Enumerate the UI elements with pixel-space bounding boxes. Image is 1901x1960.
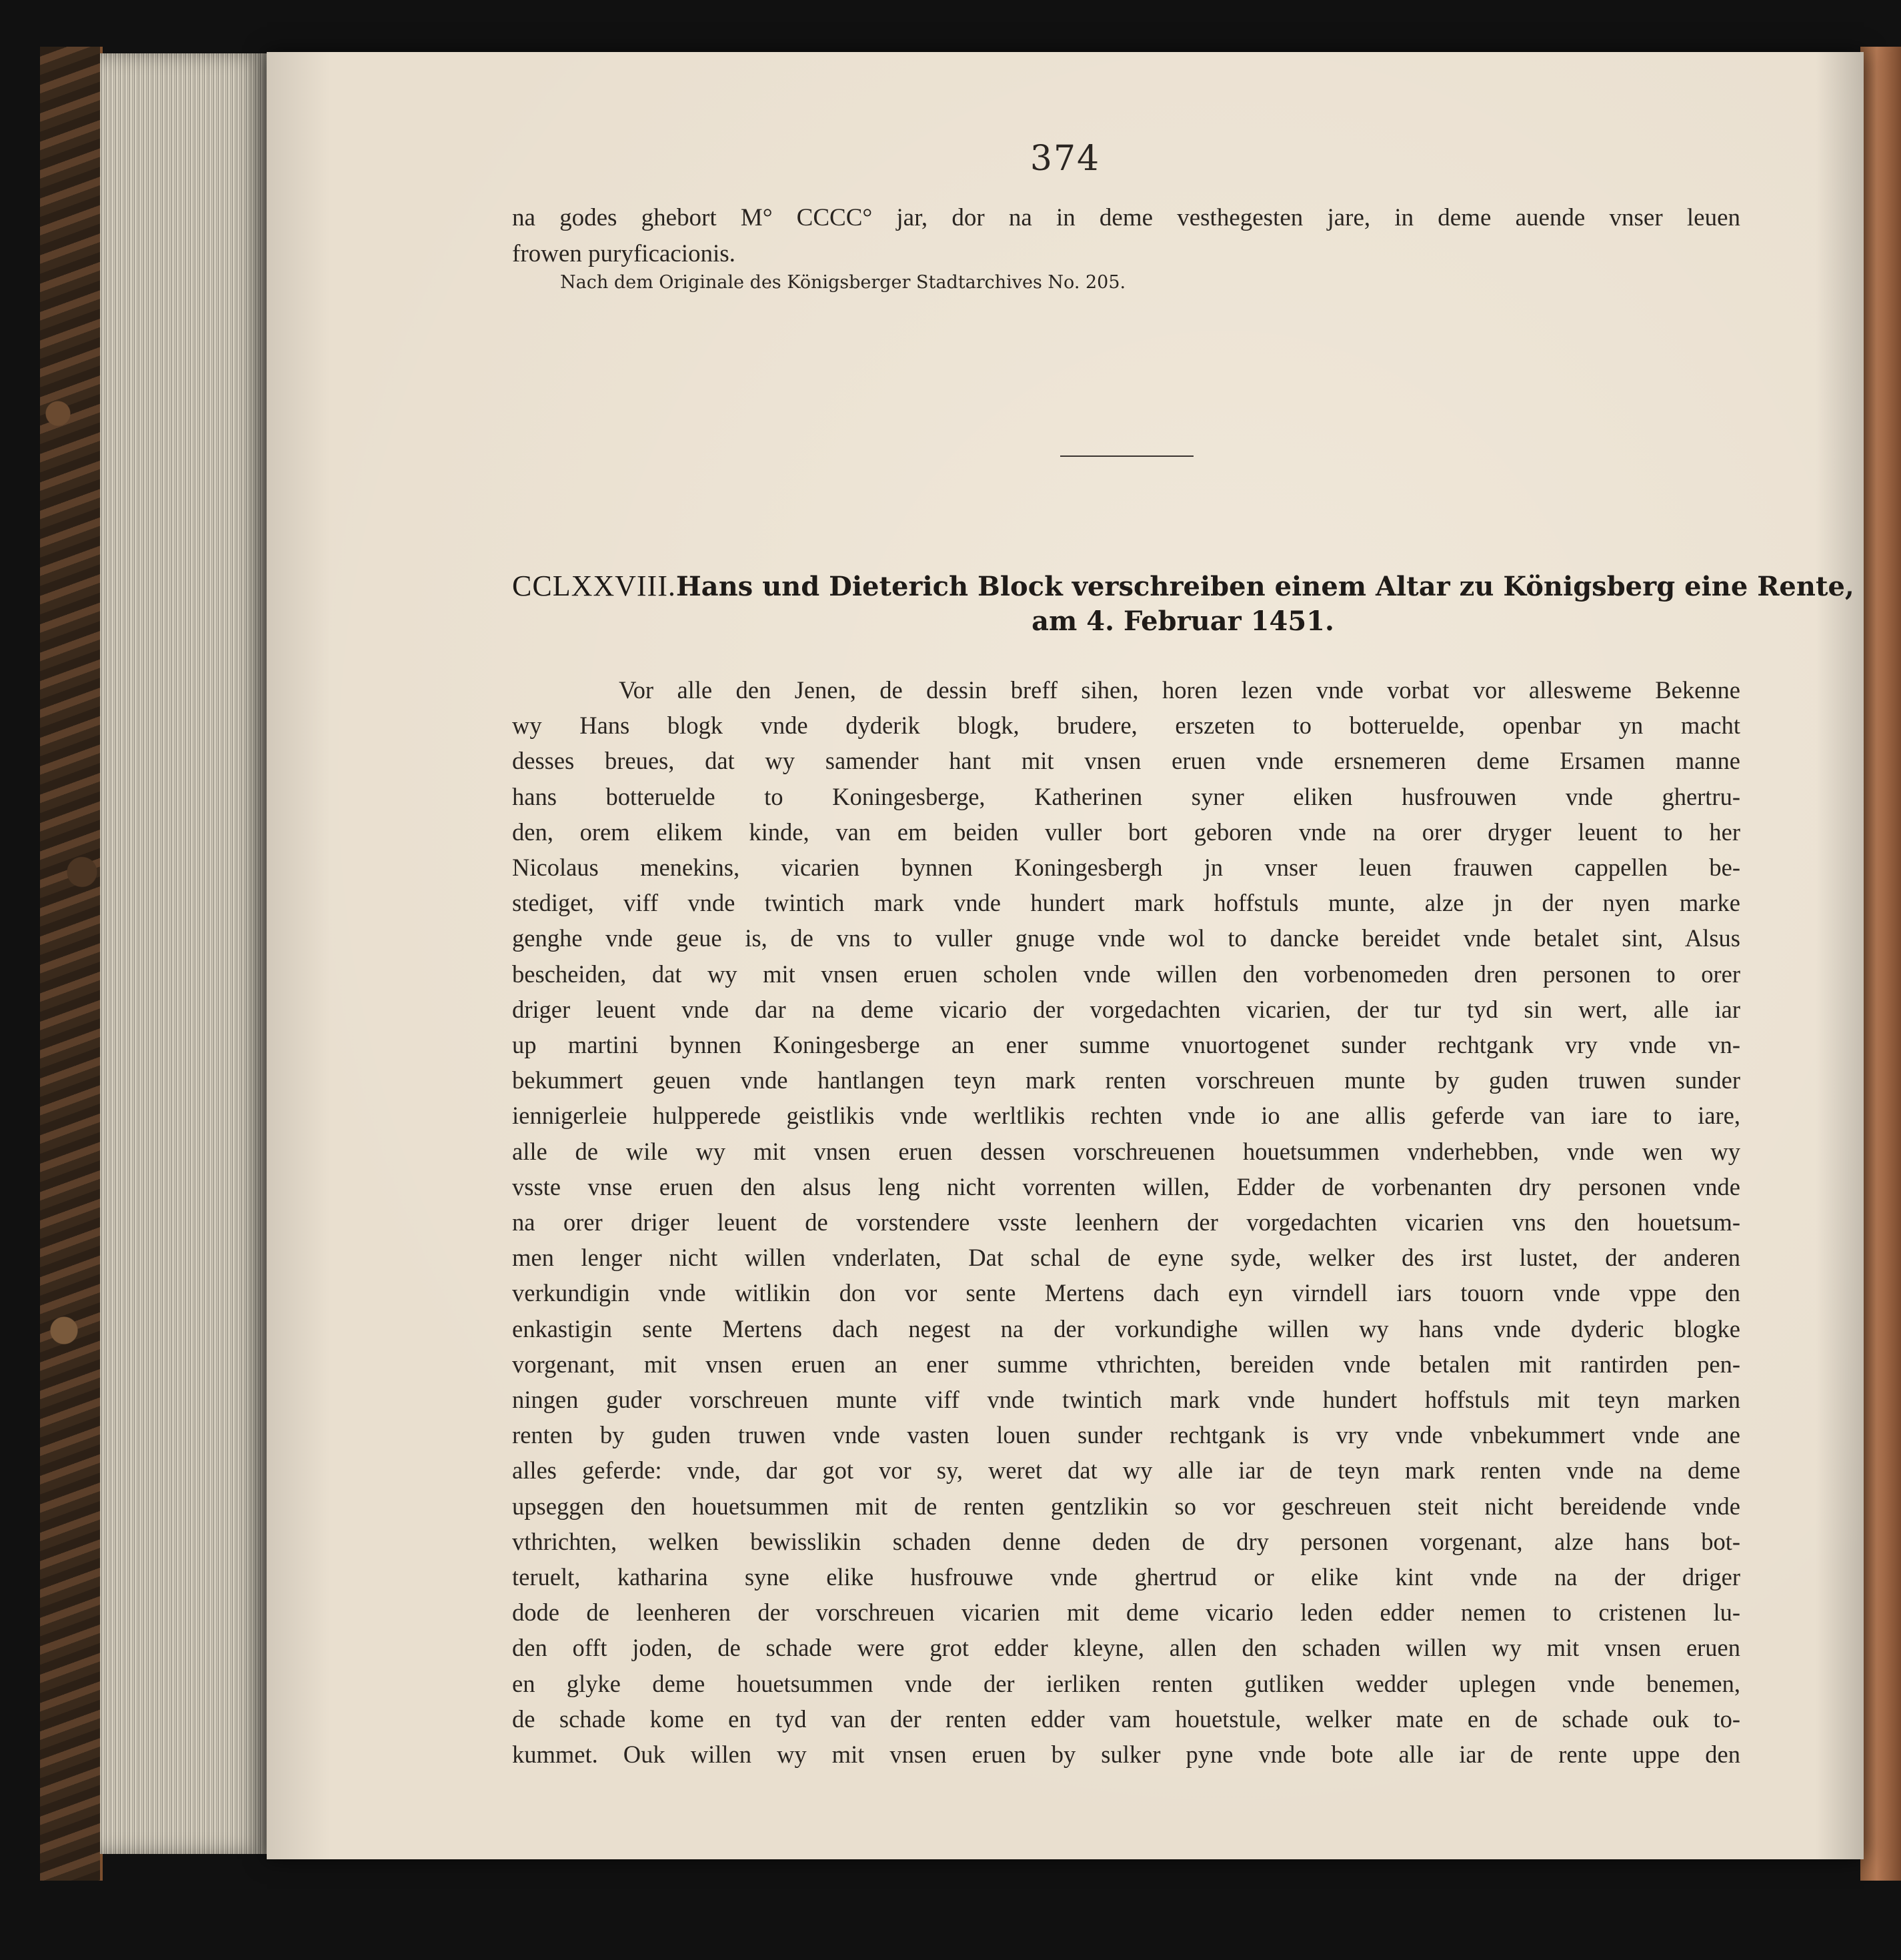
body-line: vthrichten, welken bewisslikin schaden denne deden de dry personen vorgenant, alze hans bot-	[512, 1527, 1740, 1555]
document-number: CCLXXVIII.	[512, 570, 676, 602]
section-divider	[1060, 455, 1194, 457]
body-line: stediget, viff vnde twintich mark vnde hundert mark hoffstuls munte, alze jn der nyen marke	[512, 889, 1740, 917]
document-title: Hans und Dieterich Block verschreiben einem Altar zu Königsberg eine Rente,	[675, 571, 1854, 602]
body-line: men lenger nicht willen vnderlaten, Dat schal de eyne syde, welker des irst lustet, der anderen	[512, 1244, 1740, 1272]
body-line: verkundigin vnde witlikin don vor sente Mertens dach eyn virndell iars touorn vnde vppe den	[512, 1279, 1740, 1307]
body-line: vsste vnse eruen den alsus leng nicht vorrenten willen, Edder de vorbenanten dry personen vnde	[512, 1172, 1740, 1200]
body-line: alles geferde: vnde, dar got vor sy, weret dat wy alle iar de teyn mark renten vnde na deme	[512, 1456, 1740, 1485]
body-line: enkastigin sente Mertens dach negest na der vorkundighe willen wy hans vnde dyderic blogke	[512, 1314, 1740, 1342]
body-line: bekummert geuen vnde hantlangen teyn mark renten vorschreuen munte by guden truwen sunder	[512, 1066, 1740, 1094]
body-line: genghe vnde geue is, de vns to vuller gnuge vnde wol to dancke bereidet vnde betalet sint, Alsus	[512, 924, 1740, 952]
body-line: alle de wile wy mit vnsen eruen dessen vorschreuenen houetsummen vnderhebben, vnde wen wy	[512, 1137, 1740, 1165]
body-line: den offt joden, de schade were grot edder kleyne, allen den schaden willen wy mit vnsen eruen	[512, 1634, 1740, 1662]
body-line: up martini bynnen Koningesberge an ener summe vnuortogenet sunder rechtgank vry vnde vn-	[512, 1031, 1740, 1059]
body-line: desses breues, dat wy samender hant mit vnsen eruen vnde ersnemeren deme Ersamen manne	[512, 747, 1740, 775]
body-line: upseggen den houetsummen mit de renten gentzlikin so vor geschreuen steit nicht bereidende vnde	[512, 1492, 1740, 1520]
document-date: am 4. Februar 1451.	[1032, 606, 1334, 637]
cover-right	[1860, 47, 1901, 1881]
body-line: iennigerleie hulpperede geistlikis vnde werltlikis rechten vnde io ane allis geferde van iare to iare,	[512, 1102, 1740, 1130]
body-line: Nicolaus menekins, vicarien bynnen Koningesbergh jn vnser leuen frauwen cappellen be-	[512, 854, 1740, 882]
body-line: Vor alle den Jenen, de dessin breff sihen, horen lezen vnde vorbat vor allesweme Bekenne	[619, 676, 1740, 704]
intro-line: frowen puryficacionis.	[512, 240, 735, 267]
body-line: driger leuent vnde dar na deme vicario der vorgedachten vicarien, der tur tyd sin wert, alle iar	[512, 995, 1740, 1023]
body-line: ningen guder vorschreuen munte viff vnde twintich mark vnde hundert hoffstuls mit teyn marken	[512, 1386, 1740, 1414]
body-line: de schade kome en tyd van der renten edder vam houetstule, welker mate en de schade ouk to-	[512, 1705, 1740, 1733]
body-line: en glyke deme houetsummen vnde der ierliken renten gutliken wedder uplegen vnde benemen,	[512, 1669, 1740, 1697]
body-line: dode de leenheren der vorschreuen vicarien mit deme vicario leden edder nemen to cristenen lu-	[512, 1599, 1740, 1627]
page-number: 374	[1030, 139, 1101, 179]
body-line: teruelt, katharina syne elike husfrouwe vnde ghertrud or elike kint vnde na der driger	[512, 1563, 1740, 1591]
body-text	[512, 672, 1740, 1772]
body-line: hans botteruelde to Koningesberge, Katherinen syner eliken husfrouwen vnde ghertru-	[512, 782, 1740, 810]
body-line: wy Hans blogk vnde dyderik blogk, brudere, erszeten to botteruelde, openbar yn macht	[512, 712, 1740, 740]
body-line: renten by guden truwen vnde vasten louen sunder rechtgank is vry vnde vnbekummert vnde ane	[512, 1421, 1740, 1449]
body-line: bescheiden, dat wy mit vnsen eruen scholen vnde willen den vorbenomeden dren personen to orer	[512, 960, 1740, 988]
source-note: Nach dem Originale des Königsberger Stadtarchives No. 205.	[560, 272, 1126, 293]
body-line: kummet. Ouk willen wy mit vnsen eruen by sulker pyne vnde bote alle iar de rente uppe den	[512, 1741, 1740, 1769]
page-edges	[100, 53, 267, 1854]
body-line: vorgenant, mit vnsen eruen an ener summe vthrichten, bereiden vnde betalen mit rantirden pen-	[512, 1350, 1740, 1378]
document-heading	[512, 569, 1854, 637]
book-page	[267, 52, 1864, 1859]
body-line: na orer driger leuent de vorstendere vsste leenhern der vorgedachten vicarien vns den houetsum-	[512, 1208, 1740, 1236]
body-line: den, orem elikem kinde, van em beiden vuller bort geboren vnde na orer dryger leuent to her	[512, 818, 1740, 846]
intro-text	[512, 200, 1740, 272]
intro-line: na godes ghebort M° CCCC° jar, dor na in deme vesthegesten jare, in deme auende vnser leuen	[512, 204, 1740, 231]
marbled-cover-left	[40, 47, 103, 1881]
